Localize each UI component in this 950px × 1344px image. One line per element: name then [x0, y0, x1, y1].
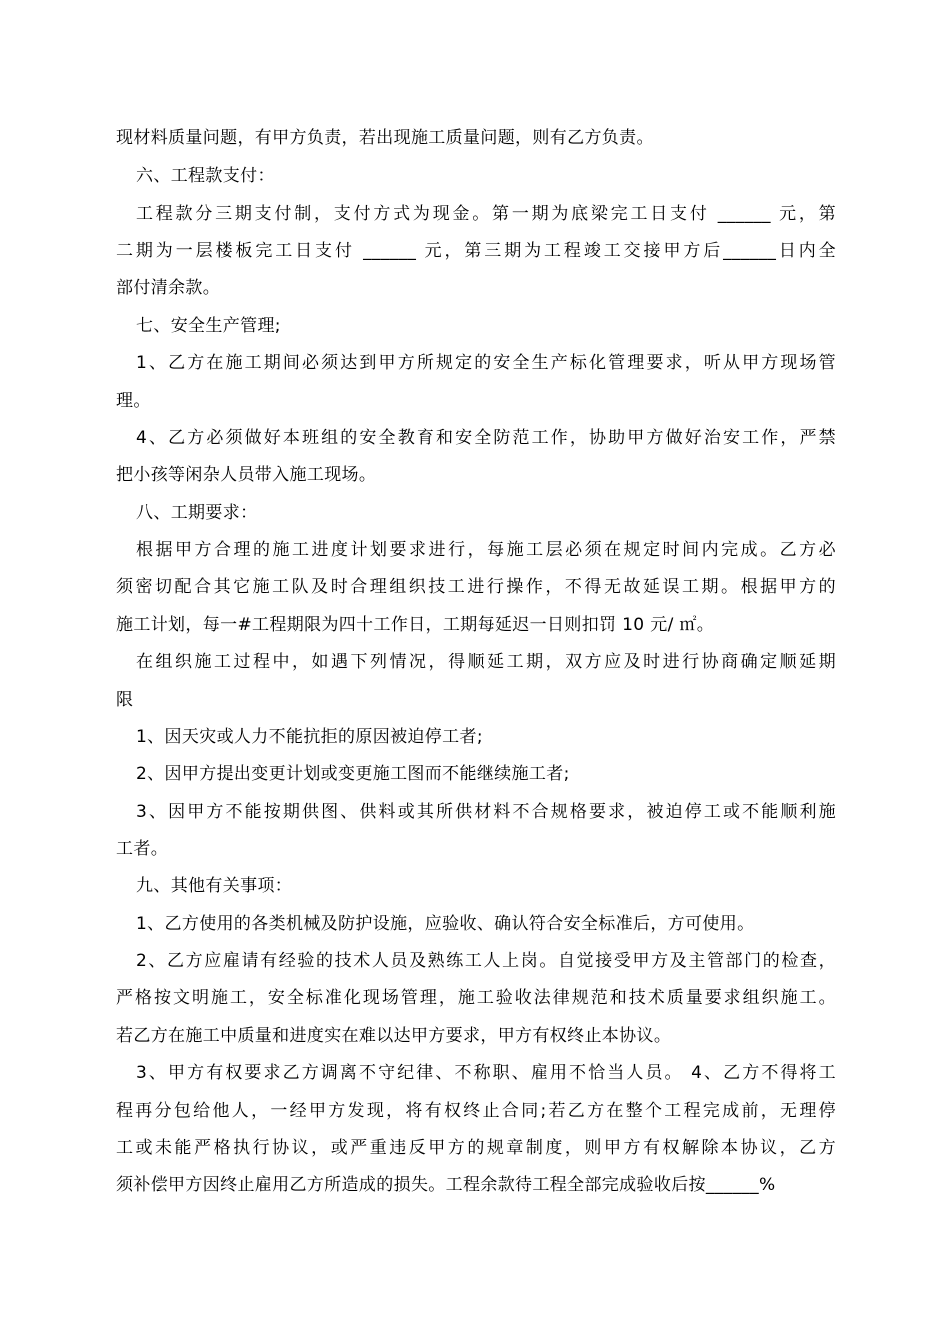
text-line: 2、乙方应雇请有经验的技术人员及熟练工人上岗。自觉接受甲方及主管部门的检查，: [136, 951, 836, 971]
text-line: 工程款分三期支付制，支付方式为现金。第一期为底梁完工日支付 ______ 元，第: [136, 204, 836, 224]
text-line: 在组织施工过程中，如遇下列情况，得顺延工期，双方应及时进行协商确定顺延期: [136, 652, 836, 672]
text-line: 工者。: [116, 839, 169, 859]
text-line: 理。: [116, 391, 151, 411]
text-line: 3、甲方有权要求乙方调离不守纪律、不称职、雇用不恰当人员。 4、乙方不得将工: [136, 1063, 836, 1083]
text-line: 程再分包给他人，一经甲方发现，将有权终止合同;若乙方在整个工程完成前，无理停: [116, 1101, 836, 1121]
text-line: 1、因天灾或人力不能抗拒的原因被迫停工者;: [136, 727, 483, 747]
section-heading-safety: 七、安全生产管理;: [136, 316, 281, 336]
text-line: 二期为一层楼板完工日支付 ______ 元，第三期为工程竣工交接甲方后______日内全: [116, 241, 836, 261]
section-heading-other: 九、其他有关事项：: [136, 876, 293, 896]
text-line: 2、因甲方提出变更计划或变更施工图而不能继续施工者;: [136, 764, 570, 784]
text-line: 部付清余款。: [116, 278, 221, 298]
text-line: 限: [116, 690, 134, 710]
text-line: 现材料质量问题，有甲方负责，若出现施工质量问题，则有乙方负责。: [116, 128, 654, 148]
text-line: 若乙方在施工中质量和进度实在难以达甲方要求，甲方有权终止本协议。: [116, 1026, 672, 1046]
text-line: 把小孩等闲杂人员带入施工现场。: [116, 465, 377, 485]
text-line: 须密切配合其它施工队及时合理组织技工进行操作，不得无故延误工期。根据甲方的: [116, 577, 836, 597]
text-line: 根据甲方合理的施工进度计划要求进行，每施工层必须在规定时间内完成。乙方必: [136, 540, 836, 560]
text-line: 严格按文明施工，安全标准化现场管理，施工验收法律规范和技术质量要求组织施工。: [116, 988, 836, 1008]
text-line: 工或未能严格执行协议，或严重违反甲方的规章制度，则甲方有权解除本协议，乙方: [116, 1138, 836, 1158]
text-line: 3、因甲方不能按期供图、供料或其所供材料不合规格要求，被迫停工或不能顺利施: [136, 802, 836, 822]
text-line: 1、乙方在施工期间必须达到甲方所规定的安全生产标化管理要求，听从甲方现场管: [136, 353, 836, 373]
section-heading-payment: 六、工程款支付：: [136, 166, 275, 186]
text-line: 1、乙方使用的各类机械及防护设施，应验收、确认符合安全标准后，方可使用。: [136, 914, 755, 934]
text-line: 施工计划，每一#工程期限为四十工作日，工期每延迟一日则扣罚 10 元/ ㎡。: [116, 615, 715, 635]
section-heading-schedule: 八、工期要求：: [136, 503, 258, 523]
text-line: 4、乙方必须做好本班组的安全教育和安全防范工作，协助甲方做好治安工作，严禁: [136, 428, 836, 448]
text-line: 须补偿甲方因终止雇用乙方所造成的损失。工程余款待工程全部完成验收后按______%: [116, 1175, 776, 1195]
